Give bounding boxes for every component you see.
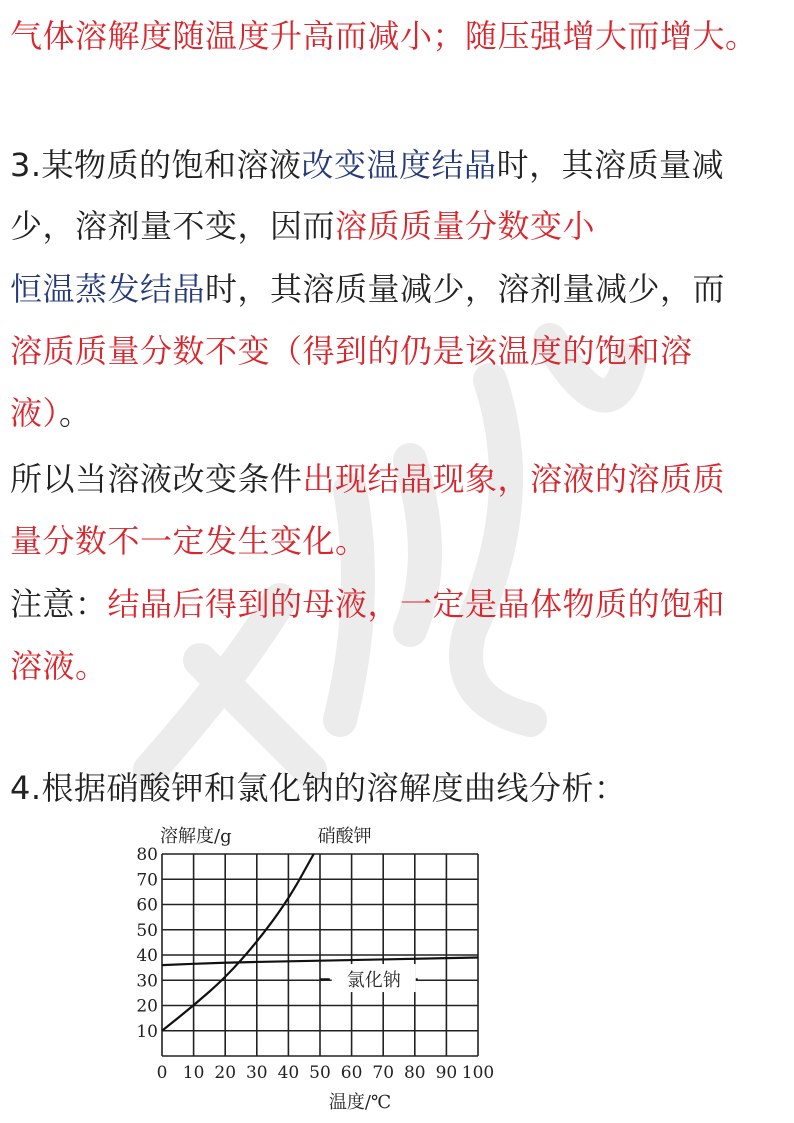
- text-segment-dark: 时，其溶质量减: [496, 146, 725, 184]
- x-tick-label: 0: [156, 1063, 168, 1083]
- x-tick-label: 20: [214, 1063, 237, 1083]
- x-axis-label: 温度/℃: [328, 1092, 392, 1113]
- x-tick-label: 40: [277, 1063, 300, 1083]
- text-line: [10, 145, 724, 185]
- text-segment-dark: 注意：: [10, 585, 108, 623]
- x-tick-label: 100: [461, 1063, 495, 1083]
- text-line: [10, 331, 693, 371]
- x-tick-label: 30: [245, 1063, 268, 1083]
- series-label: 氯化钠: [346, 970, 401, 992]
- y-tick-label: 50: [136, 920, 158, 941]
- text-segment-dark: 时，其溶质量减少，溶剂量减少，而: [205, 270, 726, 308]
- chart-svg: [120, 818, 520, 1118]
- text-segment-red: 液）: [10, 394, 60, 432]
- text-segment-dark: 。: [59, 394, 92, 432]
- text-segment-red: 溶液。: [10, 647, 108, 685]
- text-line: [10, 521, 368, 561]
- text-segment-red: 溶质质量分数变小: [335, 207, 596, 245]
- text-line: [10, 269, 725, 309]
- text-segment-dark: 3.某物质的饱和溶液: [10, 146, 302, 184]
- text-segment-blue: 恒温蒸发结晶: [10, 270, 206, 308]
- text-line: [10, 206, 595, 246]
- x-tick-label: 50: [309, 1063, 331, 1083]
- x-tick-label: 60: [340, 1063, 363, 1083]
- series-label: 硝酸钾: [317, 826, 372, 847]
- y-tick-label: 40: [136, 946, 158, 966]
- series-line: [162, 854, 314, 1031]
- text-segment-red: 气体溶解度随温度升高而减小；随压强增大而增大。: [10, 17, 758, 55]
- y-tick-label: 20: [136, 996, 158, 1017]
- text-line: [10, 459, 725, 499]
- text-segment-red: 溶质质量分数不变（得到的仍是该温度的饱和溶: [10, 332, 693, 370]
- text-segment-red: 结晶后得到的母液，一定是晶体物质的饱和: [107, 585, 726, 623]
- y-tick-label: 60: [136, 895, 158, 916]
- text-line: [10, 646, 108, 686]
- text-line: [10, 393, 92, 433]
- y-tick-label: 10: [136, 1021, 158, 1042]
- y-axis-label: 溶解度/g: [160, 826, 232, 847]
- text-segment-blue: 改变温度结晶: [301, 146, 497, 184]
- text-segment-dark: 所以当溶液改变条件: [10, 460, 303, 498]
- y-tick-label: 80: [136, 845, 158, 865]
- x-tick-label: 90: [435, 1063, 458, 1083]
- x-tick-label: 10: [182, 1063, 205, 1083]
- text-segment-dark: 4.根据硝酸钾和氯化钠的溶解度曲线分析：: [10, 769, 627, 807]
- text-line: [10, 584, 725, 624]
- text-line: [10, 16, 758, 56]
- text-segment-dark: 少，溶剂量不变，因而: [10, 207, 336, 245]
- y-tick-label: 30: [136, 971, 158, 992]
- text-segment-red: 出现结晶现象，溶液的溶质质: [302, 460, 726, 498]
- solubility-chart: [120, 818, 520, 1118]
- x-tick-label: 80: [403, 1063, 426, 1083]
- y-tick-label: 70: [136, 870, 158, 891]
- text-line: [10, 768, 627, 808]
- text-segment-red: 量分数不一定发生变化。: [10, 522, 368, 560]
- x-tick-label: 70: [372, 1063, 395, 1083]
